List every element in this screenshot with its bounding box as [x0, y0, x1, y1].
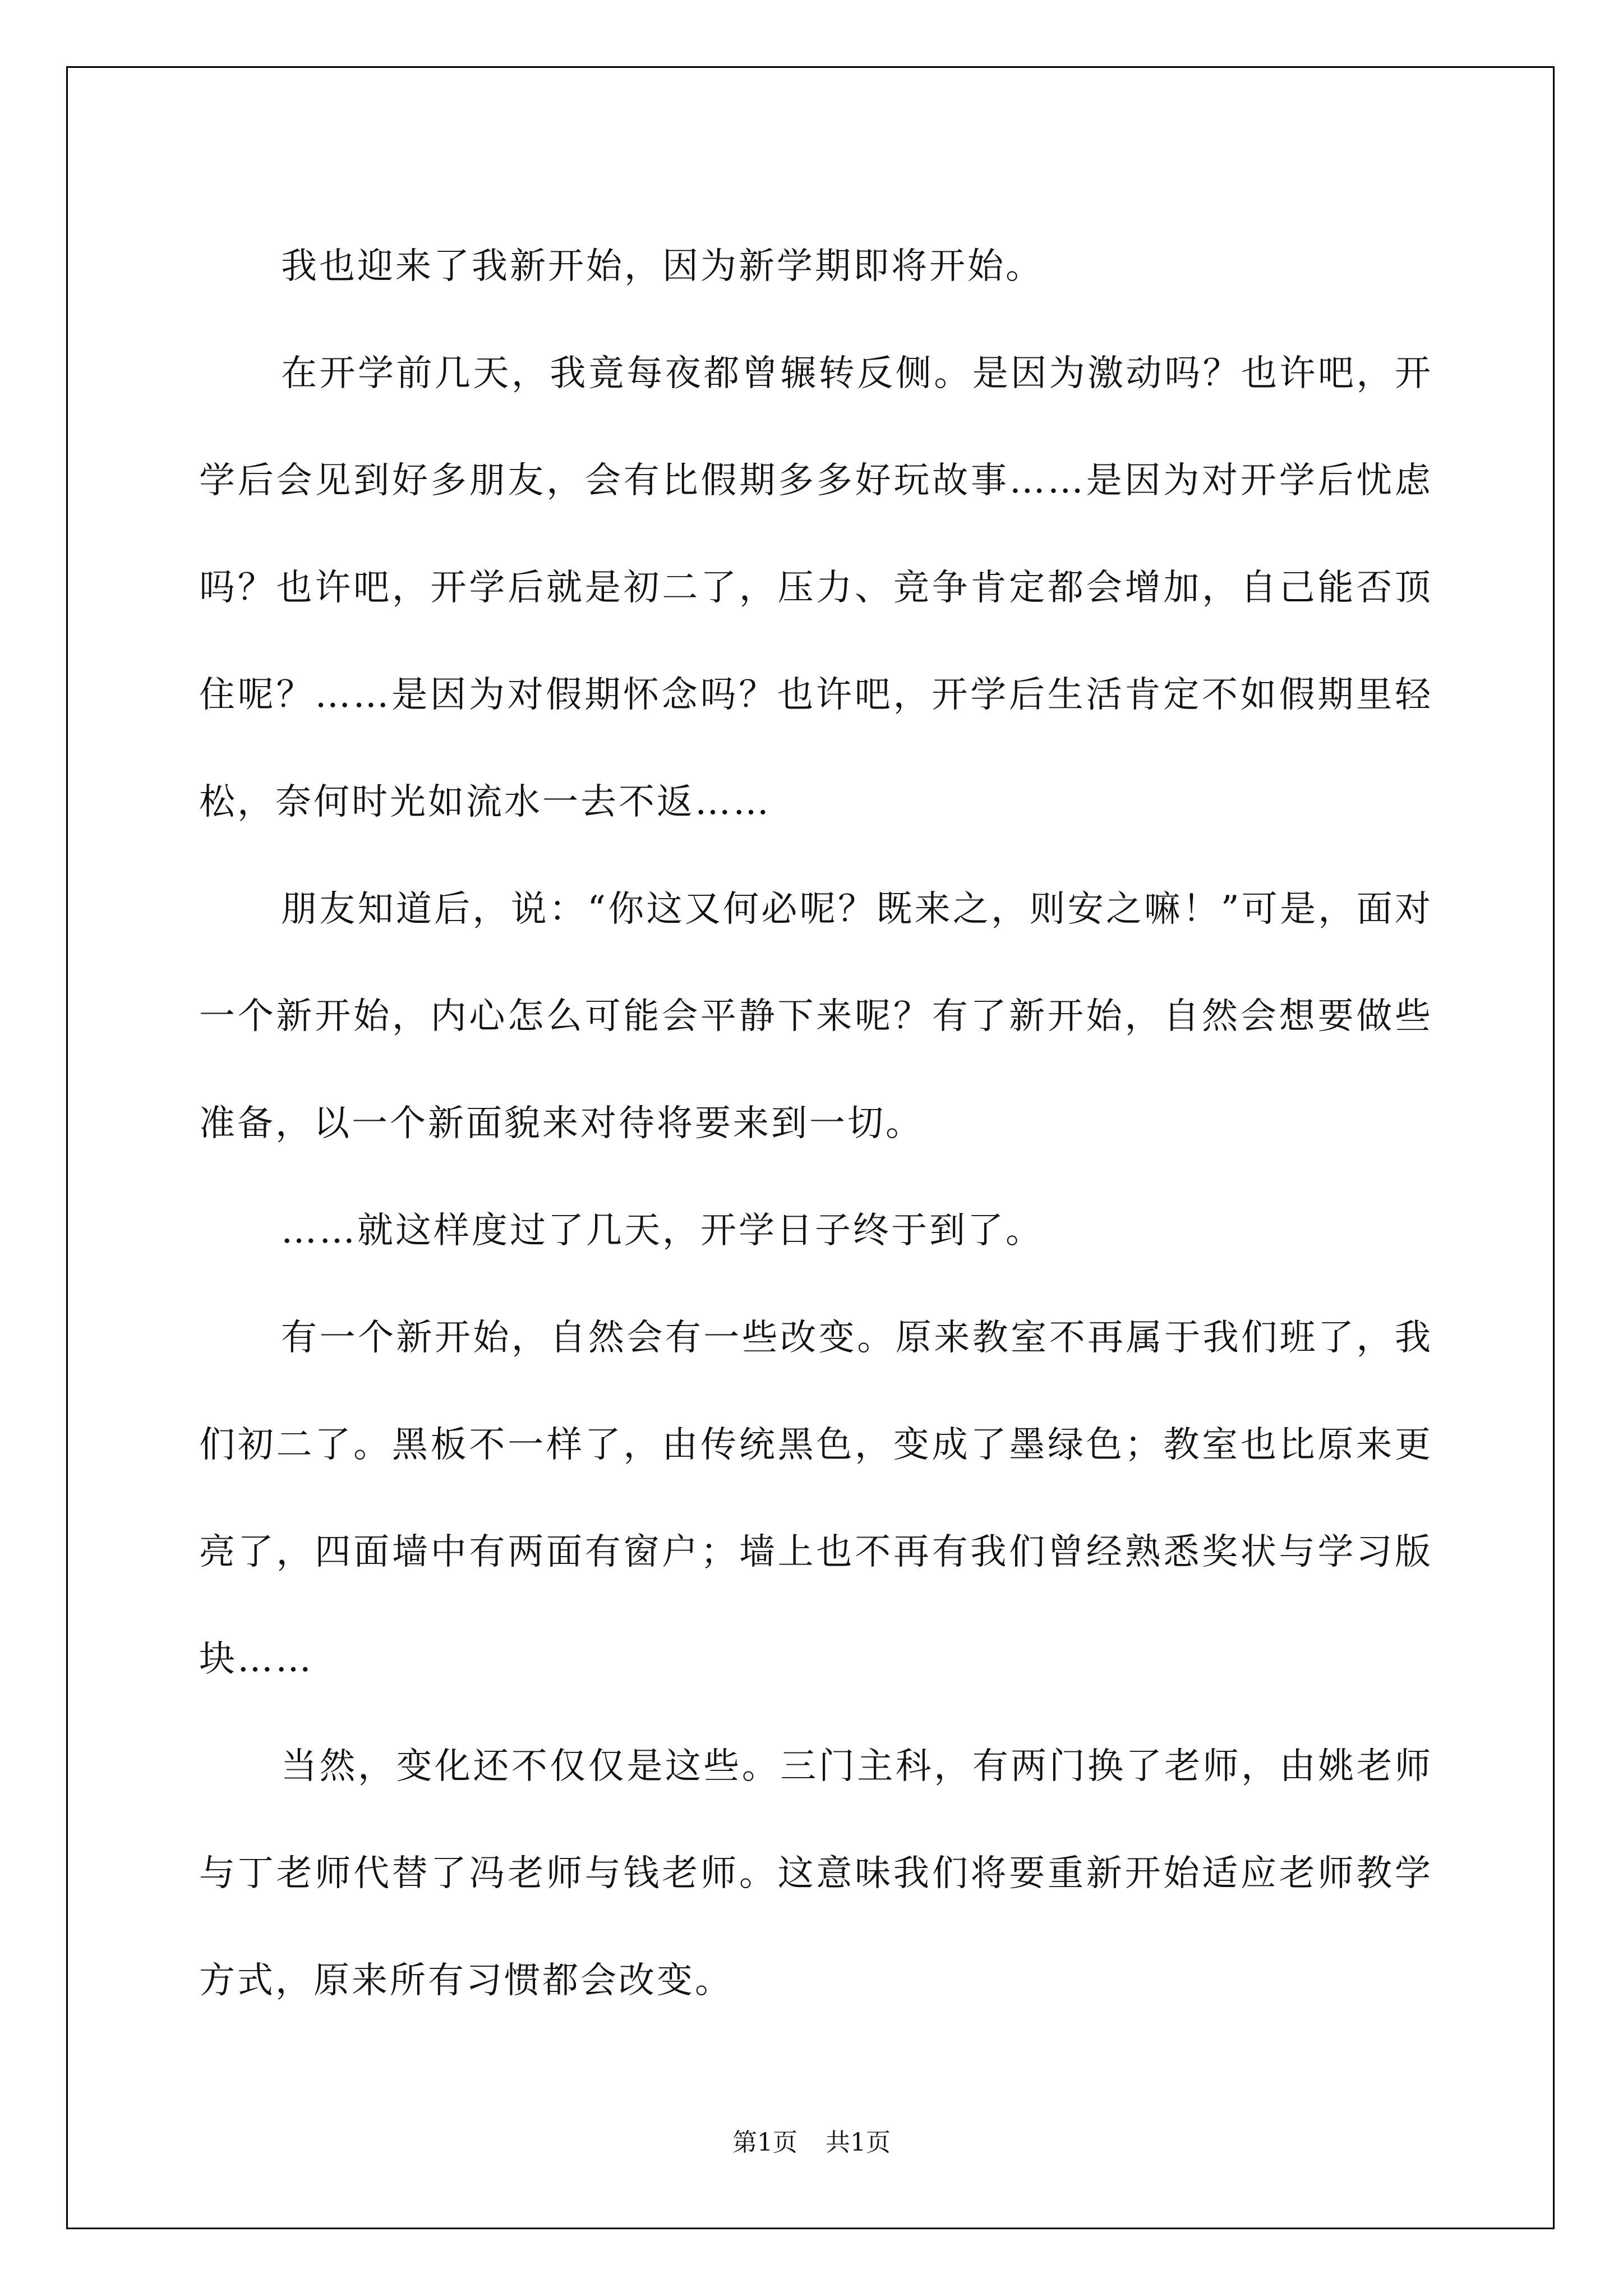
paragraph: 有一个新开始，自然会有一些改变。原来教室不再属于我们班了，我们初二了。黑板不一样了，由传统黑色，变成了墨绿色；教室也比原来更亮了，四面墙中有两面有窗户；墙上也不再有我们曾经熟悉奖状与学习版块…… [199, 1317, 1433, 1680]
paragraph: 在开学前几天，我竟每夜都曾辗转反侧。是因为激动吗？也许吧，开学后会见到好多朋友，会有比假期多多好玩故事……是因为对开学后忧虑吗？也许吧，开学后就是初二了，压力、竞争肯定都会增加，自己能否顶住呢？……是因为对假期怀念吗？也许吧，开学后生活肯定不如假期里轻松，奈何时光如流水一去不返…… [199, 353, 1433, 823]
paragraph: 我也迎来了我新开始，因为新学期即将开始。 [281, 246, 1044, 287]
paragraph: ……就这样度过了几天，开学日子终于到了。 [281, 1210, 1044, 1251]
paragraph: 朋友知道后，说：“你这又何必呢？既来之，则安之嘛！”可是，面对一个新开始，内心怎么可能会平静下来呢？有了新开始，自然会想要做些准备，以一个新面貌来对待将要来到一切。 [199, 889, 1433, 1144]
document-body [199, 213, 1433, 2035]
paragraph: 当然，变化还不仅仅是这些。三门主科，有两门换了老师，由姚老师与丁老师代替了冯老师与钱老师。这意味我们将要重新开始适应老师教学方式，原来所有习惯都会改变。 [199, 1746, 1433, 2001]
page-footer [0, 2126, 1623, 2160]
page-total: 共1页 [826, 2128, 891, 2157]
page-number: 第1页 [732, 2128, 797, 2157]
